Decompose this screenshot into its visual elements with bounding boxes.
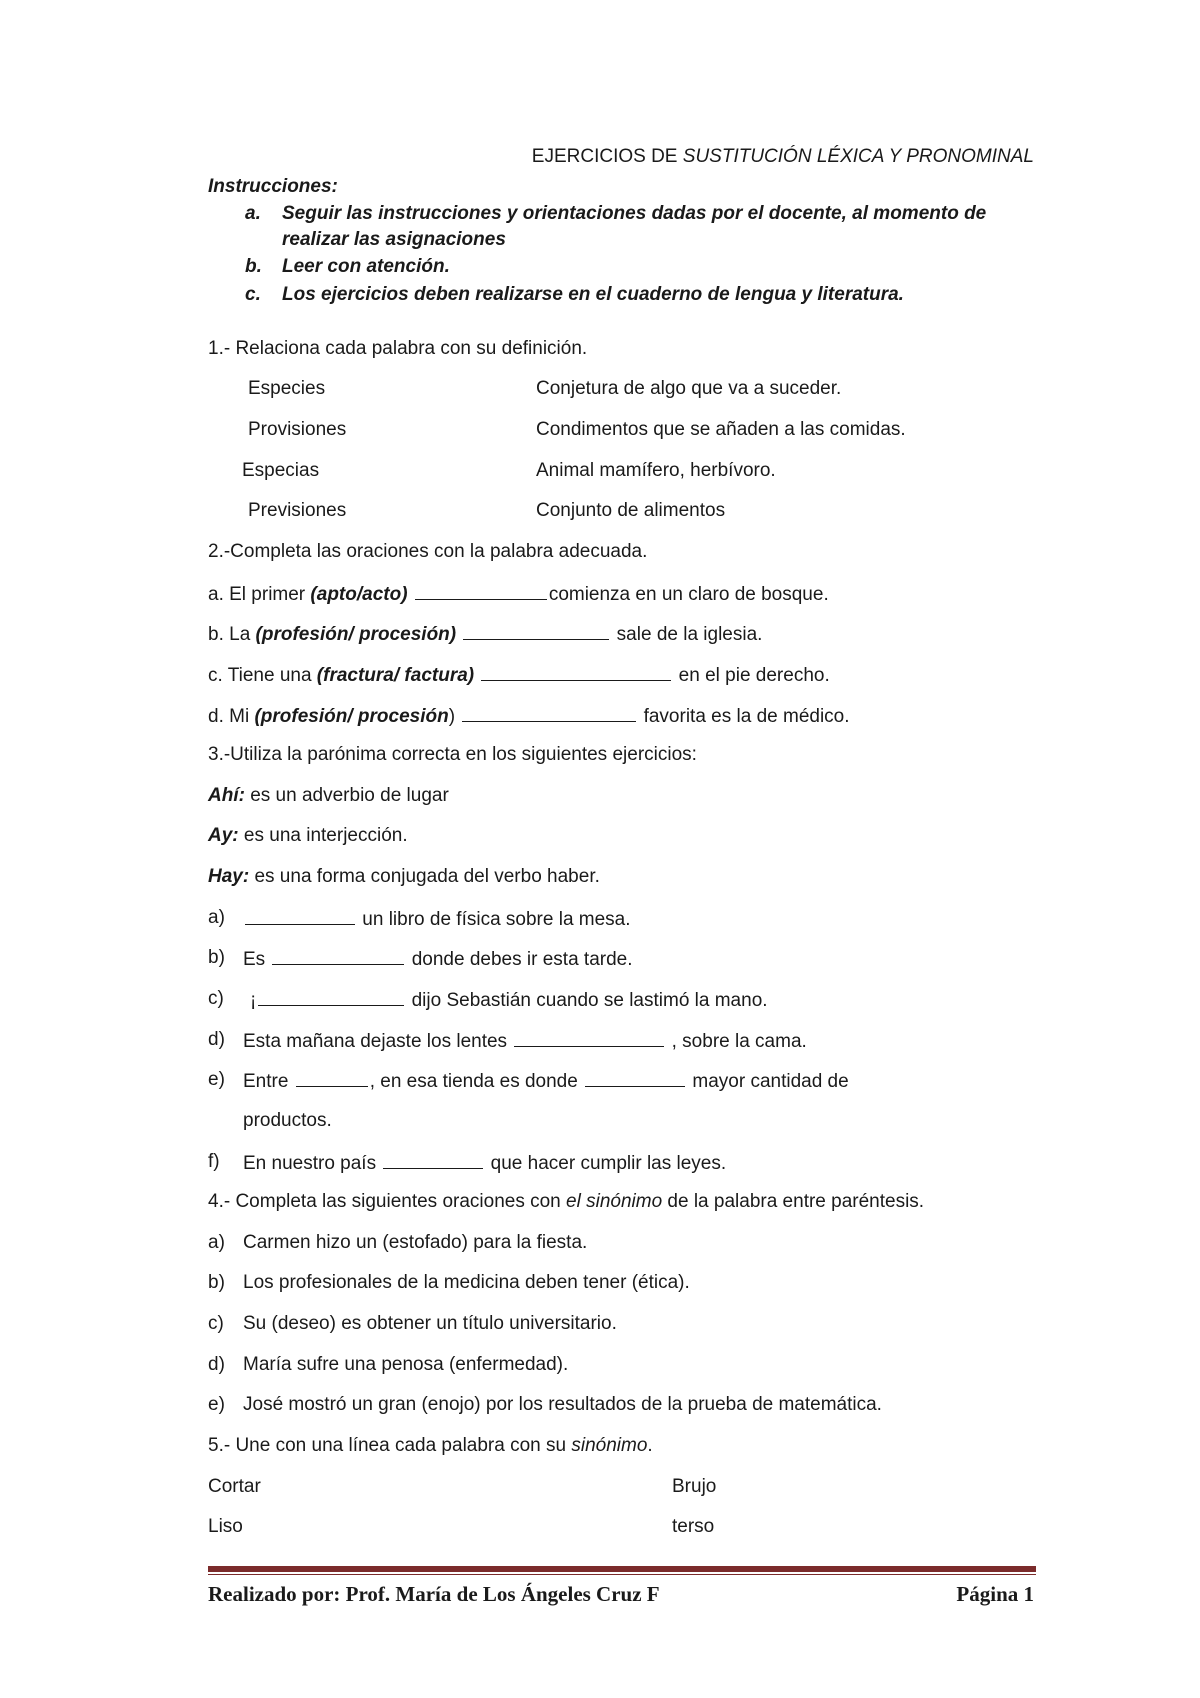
ex5-word-right: terso xyxy=(672,1516,715,1537)
list-marker: b) xyxy=(208,947,225,968)
ex1-definition: Conjetura de algo que va a suceder. xyxy=(536,378,842,399)
ex3-definition: Ahí: es un adverbio de lugar xyxy=(208,785,449,806)
footer-divider xyxy=(208,1566,1036,1572)
instructions-heading: Instrucciones: xyxy=(208,176,338,197)
ex3-item: En nuestro país que hacer cumplir las leyes. xyxy=(243,1150,726,1176)
answer-blank[interactable] xyxy=(383,1150,483,1169)
answer-blank[interactable] xyxy=(258,987,404,1006)
footer-divider-thin xyxy=(208,1574,1036,1575)
list-marker: f) xyxy=(208,1151,220,1172)
list-marker: a) xyxy=(208,907,225,928)
answer-blank[interactable] xyxy=(481,662,671,681)
exercise-3-heading: 3.-Utiliza la parónima correcta en los siguientes ejercicios: xyxy=(208,744,697,765)
answer-blank[interactable] xyxy=(245,906,355,925)
ex5-word-left: Cortar xyxy=(208,1476,261,1497)
answer-blank[interactable] xyxy=(415,581,547,600)
ex1-definition: Conjunto de alimentos xyxy=(536,500,726,521)
ex4-item: Carmen hizo un (estofado) para la fiesta. xyxy=(243,1232,588,1253)
page-title: EJERCICIOS DE SUSTITUCIÓN LÉXICA Y PRONOMINAL xyxy=(531,146,1034,167)
ex3-definition: Hay: es una forma conjugada del verbo haber. xyxy=(208,866,600,887)
list-marker: e) xyxy=(208,1394,225,1415)
answer-blank[interactable] xyxy=(462,703,636,722)
ex3-item-cont: productos. xyxy=(243,1110,332,1131)
list-marker: c) xyxy=(208,1313,224,1334)
answer-blank[interactable] xyxy=(514,1028,664,1047)
ex1-definition: Condimentos que se añaden a las comidas. xyxy=(536,419,906,440)
list-marker: d) xyxy=(208,1354,225,1375)
ex3-item: Es donde debes ir esta tarde. xyxy=(243,946,633,972)
ex1-definition: Animal mamífero, herbívoro. xyxy=(536,460,776,481)
answer-blank[interactable] xyxy=(296,1068,368,1087)
instruction-marker: a. xyxy=(245,203,261,224)
ex3-definition: Ay: es una interjección. xyxy=(208,825,408,846)
list-marker: a) xyxy=(208,1232,225,1253)
list-marker: b) xyxy=(208,1272,225,1293)
list-marker: d) xyxy=(208,1029,225,1050)
answer-blank[interactable] xyxy=(272,946,404,965)
ex2-item: a. El primer (apto/acto) comienza en un claro de bosque. xyxy=(208,581,829,607)
ex2-item: c. Tiene una (fractura/ factura) en el pie derecho. xyxy=(208,662,830,688)
ex5-word-right: Brujo xyxy=(672,1476,717,1497)
ex5-word-left: Liso xyxy=(208,1516,243,1537)
ex2-item: d. Mi (profesión/ procesión) favorita es la de médico. xyxy=(208,703,850,729)
ex3-item: Esta mañana dejaste los lentes , sobre la cama. xyxy=(243,1028,807,1054)
answer-blank[interactable] xyxy=(585,1068,685,1087)
exercise-4-heading: 4.- Completa las siguientes oraciones con el sinónimo de la palabra entre paréntesis. xyxy=(208,1191,925,1212)
instruction-item: Los ejercicios deben realizarse en el cuaderno de lengua y literatura. xyxy=(282,284,904,305)
footer-author: Realizado por: Prof. María de Los Ángeles Cruz F xyxy=(208,1582,660,1606)
ex4-item: Los profesionales de la medicina deben tener (ética). xyxy=(243,1272,690,1293)
ex3-item: un libro de física sobre la mesa. xyxy=(243,906,631,932)
answer-blank[interactable] xyxy=(463,621,609,640)
instruction-item: Seguir las instrucciones y orientaciones dadas por el docente, al momento de xyxy=(282,203,987,224)
instruction-item: Leer con atención. xyxy=(282,256,450,277)
exercise-5-heading: 5.- Une con una línea cada palabra con su sinónimo. xyxy=(208,1435,653,1456)
list-marker: c) xyxy=(208,988,224,1009)
exercise-1-heading: 1.- Relaciona cada palabra con su definición. xyxy=(208,338,588,359)
ex4-item: José mostró un gran (enojo) por los resultados de la prueba de matemática. xyxy=(243,1394,882,1415)
ex1-word: Previsiones xyxy=(248,500,347,521)
ex4-item: María sufre una penosa (enfermedad). xyxy=(243,1354,569,1375)
ex3-item: Entre , en esa tienda es donde mayor cantidad de xyxy=(243,1068,849,1094)
exercise-2-heading: 2.-Completa las oraciones con la palabra adecuada. xyxy=(208,541,648,562)
ex1-word: Provisiones xyxy=(248,419,347,440)
ex2-item: b. La (profesión/ procesión) sale de la iglesia. xyxy=(208,621,762,647)
ex1-word: Especias xyxy=(242,460,320,481)
footer-page-number: Página 1 xyxy=(956,1582,1034,1606)
ex1-word: Especies xyxy=(248,378,326,399)
instruction-item-cont: realizar las asignaciones xyxy=(282,229,506,250)
ex4-item: Su (deseo) es obtener un título universitario. xyxy=(243,1313,617,1334)
ex3-item: ¡ dijo Sebastián cuando se lastimó la mano. xyxy=(250,987,768,1013)
instruction-marker: c. xyxy=(245,284,261,305)
list-marker: e) xyxy=(208,1069,225,1090)
instruction-marker: b. xyxy=(245,256,262,277)
